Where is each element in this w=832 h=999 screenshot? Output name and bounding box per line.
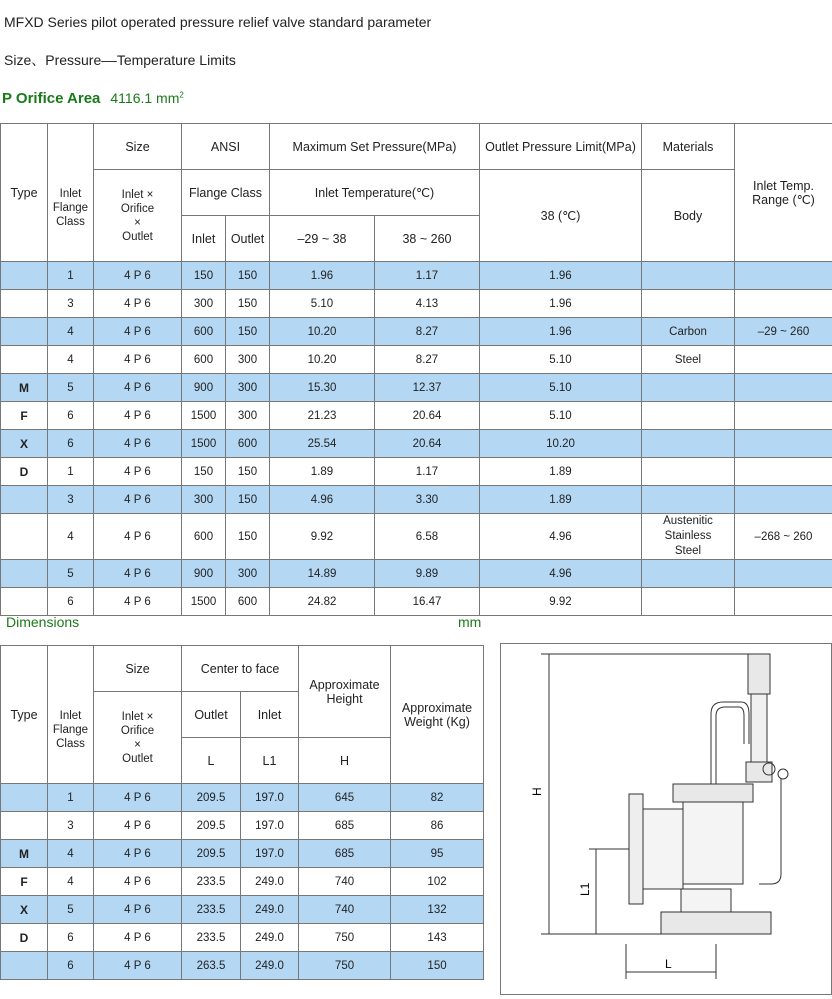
inlet-flange-class-cell: 5	[48, 560, 94, 588]
dim-inlet-flange-class-cell: 4	[48, 868, 94, 896]
dim-h-cell: 740	[299, 896, 391, 924]
ansi-inlet-cell: 300	[182, 486, 226, 514]
dim-l1-cell: 197.0	[241, 812, 299, 840]
temp-range-cell	[735, 346, 832, 374]
material-cell	[642, 458, 735, 486]
size-cell: 4 P 6	[94, 458, 182, 486]
type-letter-cell	[1, 346, 48, 374]
temp-range-cell: ‒268 ~ 260	[735, 514, 832, 560]
pressure-t2-cell: 4.13	[375, 290, 480, 318]
drawing-label-h: H	[530, 787, 544, 796]
dim-type-letter-cell	[1, 952, 48, 980]
header-temp-1: ‒29 ~ 38	[270, 216, 375, 262]
dim-type-letter-cell	[1, 812, 48, 840]
material-cell	[642, 486, 735, 514]
dim-size-cell: 4 P 6	[94, 952, 182, 980]
header-ansi-inlet: Inlet	[182, 216, 226, 262]
ansi-outlet-cell: 300	[226, 374, 270, 402]
ansi-inlet-cell: 150	[182, 458, 226, 486]
dim-header-size-sub: Inlet × Orifice × Outlet	[94, 692, 182, 784]
size-cell: 4 P 6	[94, 290, 182, 318]
valve-drawing	[500, 643, 832, 995]
temp-range-cell	[735, 402, 832, 430]
type-letter-cell	[1, 588, 48, 616]
material-stainless-line: Steel	[642, 544, 734, 559]
inlet-flange-class-cell: 1	[48, 262, 94, 290]
pressure-t2-cell: 3.30	[375, 486, 480, 514]
size-cell: 4 P 6	[94, 486, 182, 514]
material-stainless-line: Stainless	[642, 529, 734, 544]
header-inlet-temperature: Inlet Temperature(℃)	[270, 170, 480, 216]
material-stainless-line: Austenitic	[642, 514, 734, 529]
orifice-value-text: 4116.1 mm	[110, 90, 179, 106]
dim-header-approx-weight: Approximate Weight (Kg)	[391, 646, 484, 784]
dim-h-cell: 750	[299, 952, 391, 980]
dim-l1-cell: 249.0	[241, 896, 299, 924]
temp-range-cell: ‒29 ~ 260	[735, 318, 832, 346]
dim-type-letter-cell: F	[1, 868, 48, 896]
table-row	[1, 588, 832, 616]
ansi-inlet-cell: 600	[182, 514, 226, 560]
ansi-inlet-cell: 1500	[182, 402, 226, 430]
type-letter-cell: F	[1, 402, 48, 430]
outlet-pressure-limit-cell: 1.89	[480, 486, 642, 514]
size-cell: 4 P 6	[94, 374, 182, 402]
document-title: MFXD Series pilot operated pressure relief valve standard parameter	[4, 14, 431, 30]
table-row	[1, 560, 832, 588]
outlet-pressure-limit-cell: 10.20	[480, 430, 642, 458]
dim-l1-cell: 197.0	[241, 840, 299, 868]
ansi-inlet-cell: 600	[182, 318, 226, 346]
ansi-outlet-cell: 300	[226, 346, 270, 374]
table-row	[1, 318, 832, 346]
header-size-sub: Inlet × Orifice × Outlet	[94, 170, 182, 262]
inlet-flange-class-cell: 4	[48, 346, 94, 374]
valve-drawing-svg	[501, 644, 831, 994]
table-row	[1, 486, 832, 514]
table-row	[1, 812, 484, 840]
dim-header-outlet: Outlet	[182, 692, 241, 738]
ansi-inlet-cell: 1500	[182, 588, 226, 616]
table-row	[1, 346, 832, 374]
size-cell: 4 P 6	[94, 560, 182, 588]
outlet-pressure-limit-cell: 5.10	[480, 402, 642, 430]
dim-header-center-to-face: Center to face	[182, 646, 299, 692]
table-row	[1, 784, 484, 812]
size-cell: 4 P 6	[94, 346, 182, 374]
dim-size-cell: 4 P 6	[94, 784, 182, 812]
dim-weight-cell: 82	[391, 784, 484, 812]
dim-inlet-flange-class-cell: 6	[48, 924, 94, 952]
type-letter-cell: D	[1, 458, 48, 486]
material-cell: Steel	[642, 346, 735, 374]
dim-l1-cell: 197.0	[241, 784, 299, 812]
inlet-flange-class-cell: 5	[48, 374, 94, 402]
table-row	[1, 952, 484, 980]
table-row	[1, 402, 832, 430]
dim-h-cell: 740	[299, 868, 391, 896]
ansi-inlet-cell: 600	[182, 346, 226, 374]
dim-l-cell: 209.5	[182, 840, 241, 868]
pressure-t2-cell: 8.27	[375, 346, 480, 374]
ansi-outlet-cell: 150	[226, 458, 270, 486]
ansi-outlet-cell: 150	[226, 290, 270, 318]
document-subtitle: Size、Pressure––Temperature Limits	[4, 50, 236, 70]
header-size: Size	[94, 124, 182, 170]
dim-type-letter-cell	[1, 784, 48, 812]
ansi-inlet-cell: 150	[182, 262, 226, 290]
pressure-t1-cell: 14.89	[270, 560, 375, 588]
header-inlet-flange-class: Inlet Flange Class	[48, 124, 94, 262]
pressure-t2-cell: 12.37	[375, 374, 480, 402]
inlet-flange-class-cell: 6	[48, 402, 94, 430]
pressure-t2-cell: 20.64	[375, 402, 480, 430]
inlet-flange-class-cell: 1	[48, 458, 94, 486]
header-body: Body	[642, 170, 735, 262]
pressure-t2-cell: 20.64	[375, 430, 480, 458]
dim-header-type: Type	[1, 646, 48, 784]
dim-l-cell: 233.5	[182, 896, 241, 924]
table-row	[1, 262, 832, 290]
dim-l-cell: 263.5	[182, 952, 241, 980]
dim-type-letter-cell: M	[1, 840, 48, 868]
outlet-pressure-limit-cell: 1.96	[480, 290, 642, 318]
pressure-t2-cell: 6.58	[375, 514, 480, 560]
ansi-outlet-cell: 600	[226, 430, 270, 458]
pressure-t1-cell: 9.92	[270, 514, 375, 560]
dim-header-l: L	[182, 738, 241, 784]
header-flange-class: Flange Class	[182, 170, 270, 216]
ansi-outlet-cell: 300	[226, 402, 270, 430]
pressure-temperature-table	[0, 123, 832, 616]
dim-h-cell: 750	[299, 924, 391, 952]
type-letter-cell: M	[1, 374, 48, 402]
dim-l-cell: 233.5	[182, 924, 241, 952]
ansi-inlet-cell: 300	[182, 290, 226, 318]
temp-range-cell	[735, 486, 832, 514]
type-letter-cell	[1, 262, 48, 290]
material-stainless-cell	[642, 514, 735, 560]
header-ansi-outlet: Outlet	[226, 216, 270, 262]
pressure-t2-cell: 1.17	[375, 458, 480, 486]
dim-header-l1: L1	[241, 738, 299, 784]
outlet-pressure-limit-cell: 9.92	[480, 588, 642, 616]
pressure-t1-cell: 4.96	[270, 486, 375, 514]
ansi-outlet-cell: 150	[226, 318, 270, 346]
dim-header-approx-height: Approximate Height	[299, 646, 391, 738]
temp-range-cell	[735, 262, 832, 290]
pressure-t1-cell: 25.54	[270, 430, 375, 458]
temp-range-cell	[735, 560, 832, 588]
outlet-pressure-limit-cell: 1.96	[480, 262, 642, 290]
size-cell: 4 P 6	[94, 318, 182, 346]
table-row	[1, 430, 832, 458]
table-row	[1, 924, 484, 952]
ansi-outlet-cell: 600	[226, 588, 270, 616]
inlet-flange-class-cell: 3	[48, 486, 94, 514]
pressure-t1-cell: 10.20	[270, 318, 375, 346]
pressure-t2-cell: 8.27	[375, 318, 480, 346]
dim-inlet-flange-class-cell: 1	[48, 784, 94, 812]
pressure-t1-cell: 1.96	[270, 262, 375, 290]
temp-range-cell	[735, 374, 832, 402]
size-cell: 4 P 6	[94, 430, 182, 458]
header-type: Type	[1, 124, 48, 262]
material-cell: Carbon	[642, 318, 735, 346]
dim-size-cell: 4 P 6	[94, 868, 182, 896]
ansi-outlet-cell: 150	[226, 486, 270, 514]
dim-weight-cell: 102	[391, 868, 484, 896]
dim-inlet-flange-class-cell: 4	[48, 840, 94, 868]
header-temp-2: 38 ~ 260	[375, 216, 480, 262]
ansi-outlet-cell: 300	[226, 560, 270, 588]
material-cell	[642, 262, 735, 290]
material-cell	[642, 290, 735, 318]
temp-range-cell	[735, 588, 832, 616]
inlet-flange-class-cell: 4	[48, 514, 94, 560]
ansi-outlet-cell: 150	[226, 514, 270, 560]
header-ansi: ANSI	[182, 124, 270, 170]
dim-header-h: H	[299, 738, 391, 784]
header-materials: Materials	[642, 124, 735, 170]
type-letter-cell	[1, 290, 48, 318]
dim-header-size: Size	[94, 646, 182, 692]
orifice-value-sup: 2	[179, 90, 183, 99]
pressure-t1-cell: 10.20	[270, 346, 375, 374]
ansi-outlet-cell: 150	[226, 262, 270, 290]
material-cell	[642, 374, 735, 402]
pressure-t1-cell: 1.89	[270, 458, 375, 486]
dim-weight-cell: 143	[391, 924, 484, 952]
table-row	[1, 840, 484, 868]
type-letter-cell	[1, 486, 48, 514]
table-row	[1, 868, 484, 896]
dim-type-letter-cell: D	[1, 924, 48, 952]
dim-weight-cell: 86	[391, 812, 484, 840]
temp-range-cell	[735, 290, 832, 318]
dimensions-table	[0, 645, 484, 980]
outlet-pressure-limit-cell: 5.10	[480, 374, 642, 402]
dim-h-cell: 685	[299, 840, 391, 868]
dim-l1-cell: 249.0	[241, 924, 299, 952]
ansi-inlet-cell: 900	[182, 374, 226, 402]
ansi-inlet-cell: 1500	[182, 430, 226, 458]
dim-header-inlet: Inlet	[241, 692, 299, 738]
dim-weight-cell: 150	[391, 952, 484, 980]
pressure-t1-cell: 15.30	[270, 374, 375, 402]
drawing-label-l: L	[665, 957, 672, 971]
size-cell: 4 P 6	[94, 402, 182, 430]
inlet-flange-class-cell: 6	[48, 430, 94, 458]
table-row	[1, 374, 832, 402]
type-letter-cell	[1, 560, 48, 588]
table-row	[1, 514, 832, 560]
dim-l-cell: 209.5	[182, 812, 241, 840]
material-cell	[642, 402, 735, 430]
size-cell: 4 P 6	[94, 514, 182, 560]
dim-inlet-flange-class-cell: 6	[48, 952, 94, 980]
orifice-label: P Orifice Area	[2, 90, 100, 107]
pressure-t1-cell: 21.23	[270, 402, 375, 430]
pressure-t2-cell: 1.17	[375, 262, 480, 290]
ansi-inlet-cell: 900	[182, 560, 226, 588]
outlet-pressure-limit-cell: 1.96	[480, 318, 642, 346]
header-max-set-pressure: Maximum Set Pressure(MPa)	[270, 124, 480, 170]
dim-l1-cell: 249.0	[241, 868, 299, 896]
drawing-label-l1: L1	[578, 882, 592, 896]
dim-inlet-flange-class-cell: 3	[48, 812, 94, 840]
outlet-pressure-limit-cell: 4.96	[480, 560, 642, 588]
dimensions-title: Dimensions	[6, 614, 79, 630]
dimensions-unit: mm	[458, 614, 481, 630]
outlet-pressure-limit-cell: 5.10	[480, 346, 642, 374]
header-outlet-temp: 38 (℃)	[480, 170, 642, 262]
table-row	[1, 896, 484, 924]
material-cell	[642, 588, 735, 616]
dim-size-cell: 4 P 6	[94, 812, 182, 840]
outlet-pressure-limit-cell: 4.96	[480, 514, 642, 560]
dim-l-cell: 209.5	[182, 784, 241, 812]
table-row	[1, 458, 832, 486]
type-letter-cell: X	[1, 430, 48, 458]
orifice-value	[110, 90, 183, 106]
dim-type-letter-cell: X	[1, 896, 48, 924]
pressure-t2-cell: 9.89	[375, 560, 480, 588]
type-letter-cell	[1, 318, 48, 346]
dim-inlet-flange-class-cell: 5	[48, 896, 94, 924]
inlet-flange-class-cell: 6	[48, 588, 94, 616]
pressure-t1-cell: 24.82	[270, 588, 375, 616]
type-letter-cell	[1, 514, 48, 560]
dim-size-cell: 4 P 6	[94, 924, 182, 952]
size-cell: 4 P 6	[94, 588, 182, 616]
table-row	[1, 290, 832, 318]
outlet-pressure-limit-cell: 1.89	[480, 458, 642, 486]
dim-size-cell: 4 P 6	[94, 840, 182, 868]
header-inlet-temp-range: Inlet Temp. Range (℃)	[735, 124, 832, 262]
dim-size-cell: 4 P 6	[94, 896, 182, 924]
inlet-flange-class-cell: 4	[48, 318, 94, 346]
dim-header-inlet-flange-class: Inlet Flange Class	[48, 646, 94, 784]
inlet-flange-class-cell: 3	[48, 290, 94, 318]
orifice-area	[2, 90, 184, 107]
material-cell	[642, 560, 735, 588]
dim-h-cell: 685	[299, 812, 391, 840]
dim-l-cell: 233.5	[182, 868, 241, 896]
temp-range-cell	[735, 430, 832, 458]
dim-weight-cell: 132	[391, 896, 484, 924]
size-cell: 4 P 6	[94, 262, 182, 290]
dim-h-cell: 645	[299, 784, 391, 812]
dim-l1-cell: 249.0	[241, 952, 299, 980]
temp-range-cell	[735, 458, 832, 486]
material-cell	[642, 430, 735, 458]
pressure-t1-cell: 5.10	[270, 290, 375, 318]
pressure-t2-cell: 16.47	[375, 588, 480, 616]
dim-weight-cell: 95	[391, 840, 484, 868]
header-outlet-pressure-limit: Outlet Pressure Limit(MPa)	[480, 124, 642, 170]
